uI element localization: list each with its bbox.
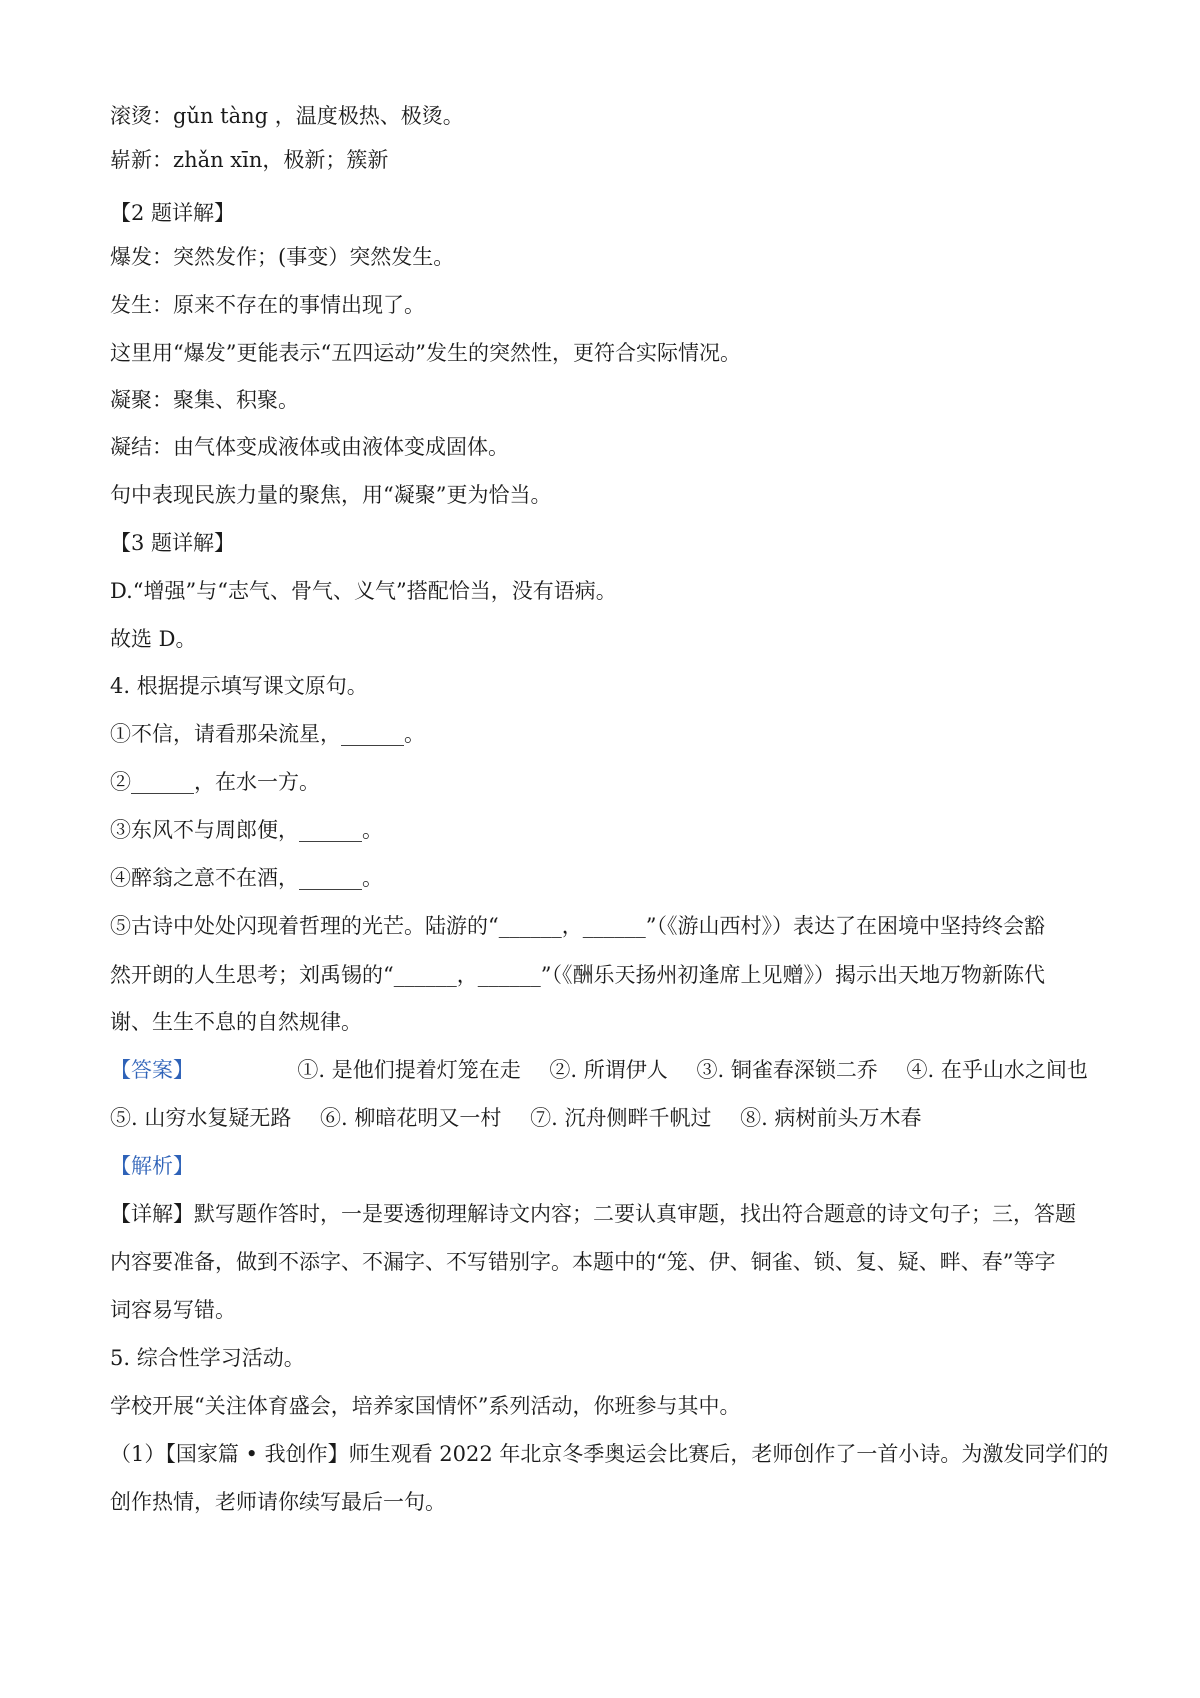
answer-row [110,1055,1110,1085]
text-line: ④醉翁之意不在酒，______。 [110,866,383,890]
text-line: D.“增强”与“志气、骨气、义气”搭配恰当，没有语病。 [110,579,617,603]
text-line: 学校开展“关注体育盛会，培养家国情怀”系列活动，你班参与其中。 [110,1394,741,1418]
text-line: 【详解】默写题作答时，一是要透彻理解诗文内容；二要认真审题，找出符合题意的诗文句子；三，答题 [110,1202,1076,1226]
question-title: 4. 根据提示填写课文原句。 [110,674,368,698]
section-heading: 【2 题详解】 [110,201,236,225]
analysis-label: 【解析】 [110,1154,194,1178]
text-line: 词容易写错。 [110,1298,236,1322]
answer-item: ⑥. 柳暗花明又一村 [320,1106,502,1130]
text-line: ③东风不与周郎便，______。 [110,818,383,842]
answer-label: 【答案】 [110,1058,194,1082]
text-line: 创作热情，老师请你续写最后一句。 [110,1490,446,1514]
text-line: 凝聚：聚集、积聚。 [110,388,299,412]
question-title: 5. 综合性学习活动。 [110,1346,305,1370]
answer-row [110,1103,944,1133]
answer-item: ⑧. 病树前头万木春 [740,1106,922,1130]
text-line: 这里用“爆发”更能表示“五四运动”发生的突然性，更符合实际情况。 [110,341,741,365]
text-line: ①不信，请看那朵流星，______。 [110,722,425,746]
answer-item: ④. 在乎山水之间也 [906,1058,1088,1082]
text-line: 谢、生生不息的自然规律。 [110,1010,362,1034]
text-line: 凝结：由气体变成液体或由液体变成固体。 [110,435,509,459]
text-line: 滚烫：gǔn tàng ，温度极热、极烫。 [110,104,464,128]
text-line: 然开朗的人生思考；刘禹锡的“______，______”（《酬乐天扬州初逢席上见赠》）揭示出天地万物新陈代 [110,963,1045,987]
answer-item: ②. 所谓伊人 [549,1058,668,1082]
answer-item: ⑦. 沉舟侧畔千帆过 [530,1106,712,1130]
answer-item: ③. 铜雀春深锁二乔 [696,1058,878,1082]
answer-item: ⑤. 山穷水复疑无路 [110,1106,292,1130]
text-line: （1）【国家篇 • 我创作】师生观看 2022 年北京冬季奥运会比赛后，老师创作了一首小诗。为激发同学们的 [110,1442,1109,1466]
text-line: 发生：原来不存在的事情出现了。 [110,293,425,317]
text-line: 内容要准备，做到不添字、不漏字、不写错别字。本题中的“笼、伊、铜雀、锁、复、疑、畔、春”等字 [110,1250,1056,1274]
section-heading: 【3 题详解】 [110,531,236,555]
text-line: 句中表现民族力量的聚焦，用“凝聚”更为恰当。 [110,483,552,507]
text-line: 崭新：zhǎn xīn，极新；簇新 [110,148,389,172]
text-line: 爆发：突然发作；(事变）突然发生。 [110,245,455,269]
text-line: 故选 D。 [110,627,197,651]
text-line: ②______，在水一方。 [110,770,320,794]
answer-item: ①. 是他们提着灯笼在走 [297,1058,521,1082]
text-line: ⑤古诗中处处闪现着哲理的光芒。陆游的“______，______”（《游山西村》）表达了在困境中坚持终会豁 [110,914,1045,938]
